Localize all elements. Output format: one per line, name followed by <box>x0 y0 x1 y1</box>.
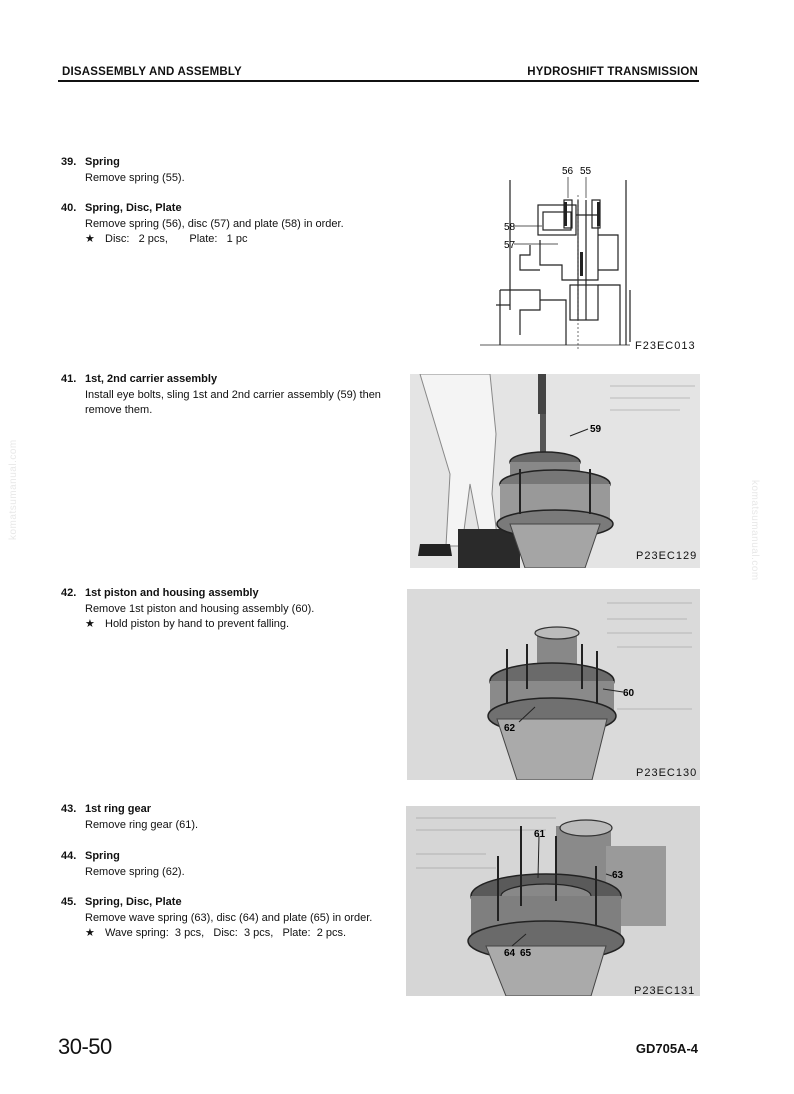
step-body: Remove spring (62). <box>85 865 185 878</box>
step-body: Remove wave spring (63), disc (64) and plate (65) in order. <box>85 911 373 924</box>
step-number: 43. <box>61 803 77 815</box>
model-number: GD705A-4 <box>635 1041 698 1056</box>
callout-58: 58 <box>504 222 516 233</box>
chapter-header: HYDROSHIFT TRANSMISSION <box>527 66 698 78</box>
ring-gear-photo <box>406 806 700 996</box>
step-title: 1st piston and housing assembly <box>85 587 259 599</box>
photo-caption: P23EC129 <box>636 550 698 562</box>
step-note: ★ Disc: 2 pcs, Plate: 1 pc <box>61 232 386 248</box>
star-icon: ★ <box>85 927 95 939</box>
callout-56: 56 <box>562 166 574 177</box>
callout-55: 55 <box>580 166 592 177</box>
step-42 <box>61 586 386 633</box>
step-title: Spring <box>85 850 120 862</box>
step-number: 41. <box>61 373 77 385</box>
step-body: Remove ring gear (61). <box>85 818 199 831</box>
figure-caption: F23EC013 <box>635 340 696 352</box>
step-43 <box>61 802 386 833</box>
photo-caption: P23EC130 <box>636 767 698 779</box>
step-title: Spring, Disc, Plate <box>85 896 182 908</box>
step-44 <box>61 849 386 880</box>
photo-carrier-assembly <box>410 374 700 568</box>
step-body: Remove spring (56), disc (57) and plate (58) in order. <box>85 217 344 230</box>
step-title: 1st, 2nd carrier assembly <box>85 373 218 385</box>
step-body: Install eye bolts, sling 1st and 2nd carrier assembly (59) then remove them. <box>85 388 381 416</box>
photo-piston-housing <box>407 589 700 780</box>
step-40 <box>61 201 386 248</box>
step-45 <box>61 895 386 942</box>
section-header: DISASSEMBLY AND ASSEMBLY <box>62 66 242 78</box>
callout-60: 60 <box>623 688 635 699</box>
photo-ring-gear <box>406 806 700 996</box>
carrier-assembly-photo <box>410 374 700 568</box>
callout-57: 57 <box>504 240 516 251</box>
step-number: 42. <box>61 587 77 599</box>
callout-61: 61 <box>534 829 546 840</box>
callout-62: 62 <box>504 723 516 734</box>
cross-section-drawing <box>480 160 702 355</box>
watermark-right: komatsumanual.com <box>749 480 760 581</box>
step-number: 45. <box>61 896 77 908</box>
photo-caption: P23EC131 <box>634 985 696 997</box>
star-icon: ★ <box>85 618 95 630</box>
step-note: ★ Wave spring: 3 pcs, Disc: 3 pcs, Plate: 2 pcs. <box>61 926 386 942</box>
callout-65: 65 <box>520 948 532 959</box>
step-number: 44. <box>61 850 77 862</box>
step-41 <box>61 372 386 419</box>
step-39 <box>61 155 386 186</box>
page-number: 30-50 <box>58 1034 112 1059</box>
step-title: Spring, Disc, Plate <box>85 202 182 214</box>
callout-59: 59 <box>590 424 602 435</box>
callout-63: 63 <box>612 870 624 881</box>
step-title: 1st ring gear <box>85 803 152 815</box>
step-title: Spring <box>85 156 120 168</box>
callout-64: 64 <box>504 948 516 959</box>
step-body: Remove spring (55). <box>85 171 185 184</box>
watermark-left: komatsumanual.com <box>8 439 19 540</box>
step-body: Remove 1st piston and housing assembly (60). <box>85 602 315 615</box>
star-icon: ★ <box>85 233 95 245</box>
header-rule <box>58 80 699 82</box>
step-note: ★ Hold piston by hand to prevent falling. <box>61 617 386 633</box>
piston-housing-photo <box>407 589 700 780</box>
step-number: 40. <box>61 202 77 214</box>
step-number: 39. <box>61 156 77 168</box>
figure-cross-section <box>480 160 702 355</box>
